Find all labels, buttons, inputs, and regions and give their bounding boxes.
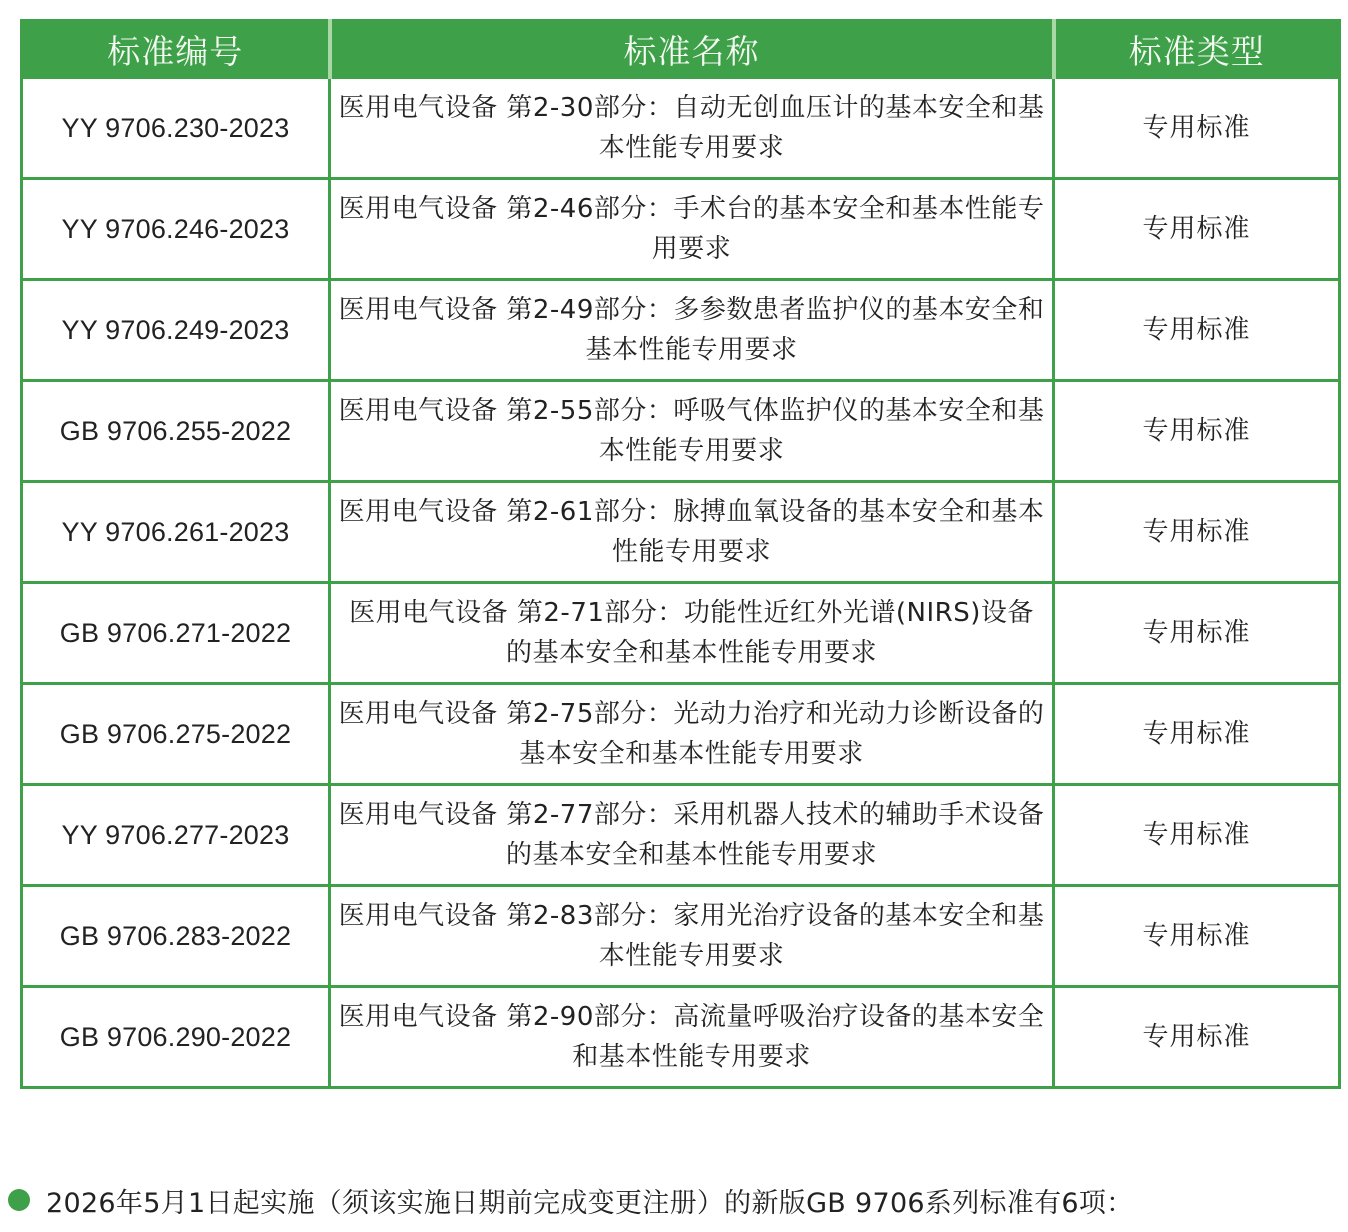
- table-row: [22, 785, 1340, 886]
- header-row: [22, 21, 1340, 78]
- table-body: [22, 78, 1340, 1088]
- table-row: [22, 583, 1340, 684]
- table-row: [22, 684, 1340, 785]
- table-row: [22, 987, 1340, 1088]
- standard-name-cell: 医用电气设备 第2-83部分：家用光治疗设备的基本安全和基本性能专用要求: [330, 886, 1054, 987]
- standard-name-cell: 医用电气设备 第2-71部分：功能性近红外光谱(NIRS)设备的基本安全和基本性能专用要求: [330, 583, 1054, 684]
- standard-name-cell: 医用电气设备 第2-77部分：采用机器人技术的辅助手术设备的基本安全和基本性能专用要求: [330, 785, 1054, 886]
- standard-code-cell: YY 9706.261-2023: [22, 482, 330, 583]
- standard-type-cell: 专用标准: [1054, 482, 1340, 583]
- standard-name-cell: 医用电气设备 第2-90部分：高流量呼吸治疗设备的基本安全和基本性能专用要求: [330, 987, 1054, 1088]
- standard-name-cell: 医用电气设备 第2-61部分：脉搏血氧设备的基本安全和基本性能专用要求: [330, 482, 1054, 583]
- standard-code-cell: YY 9706.230-2023: [22, 78, 330, 179]
- standard-code-cell: YY 9706.277-2023: [22, 785, 330, 886]
- footer-note-text: 2026年5月1日起实施（须该实施日期前完成变更注册）的新版GB 9706系列标准有6项：: [46, 1187, 1134, 1219]
- standard-name-cell: 医用电气设备 第2-46部分：手术台的基本安全和基本性能专用要求: [330, 179, 1054, 280]
- standard-name-cell: 医用电气设备 第2-30部分：自动无创血压计的基本安全和基本性能专用要求: [330, 78, 1054, 179]
- table-row: [22, 280, 1340, 381]
- header-standard-name: 标准名称: [330, 21, 1054, 78]
- standard-name-cell: 医用电气设备 第2-55部分：呼吸气体监护仪的基本安全和基本性能专用要求: [330, 381, 1054, 482]
- table-row: [22, 179, 1340, 280]
- standard-type-cell: 专用标准: [1054, 886, 1340, 987]
- standard-code-cell: GB 9706.283-2022: [22, 886, 330, 987]
- header-standard-code: 标准编号: [22, 21, 330, 78]
- standard-code-cell: GB 9706.255-2022: [22, 381, 330, 482]
- standard-type-cell: 专用标准: [1054, 179, 1340, 280]
- standard-type-cell: 专用标准: [1054, 381, 1340, 482]
- standard-type-cell: 专用标准: [1054, 987, 1340, 1088]
- standard-code-cell: YY 9706.246-2023: [22, 179, 330, 280]
- standard-type-cell: 专用标准: [1054, 583, 1340, 684]
- standard-type-cell: 专用标准: [1054, 684, 1340, 785]
- standard-code-cell: GB 9706.290-2022: [22, 987, 330, 1088]
- table-row: [22, 381, 1340, 482]
- footer-note: [8, 1180, 1134, 1220]
- standard-type-cell: 专用标准: [1054, 280, 1340, 381]
- standard-code-cell: GB 9706.275-2022: [22, 684, 330, 785]
- standard-name-cell: 医用电气设备 第2-75部分：光动力治疗和光动力诊断设备的基本安全和基本性能专用要求: [330, 684, 1054, 785]
- standards-table: [20, 19, 1341, 1089]
- standard-code-cell: YY 9706.249-2023: [22, 280, 330, 381]
- table-row: [22, 78, 1340, 179]
- standard-code-cell: GB 9706.271-2022: [22, 583, 330, 684]
- header-standard-type: 标准类型: [1054, 21, 1340, 78]
- standards-table-container: [20, 19, 1338, 1089]
- green-dot-icon: [8, 1189, 30, 1211]
- table-row: [22, 886, 1340, 987]
- standard-type-cell: 专用标准: [1054, 785, 1340, 886]
- standard-type-cell: 专用标准: [1054, 78, 1340, 179]
- standard-name-cell: 医用电气设备 第2-49部分：多参数患者监护仪的基本安全和基本性能专用要求: [330, 280, 1054, 381]
- table-row: [22, 482, 1340, 583]
- table-header: [22, 21, 1340, 78]
